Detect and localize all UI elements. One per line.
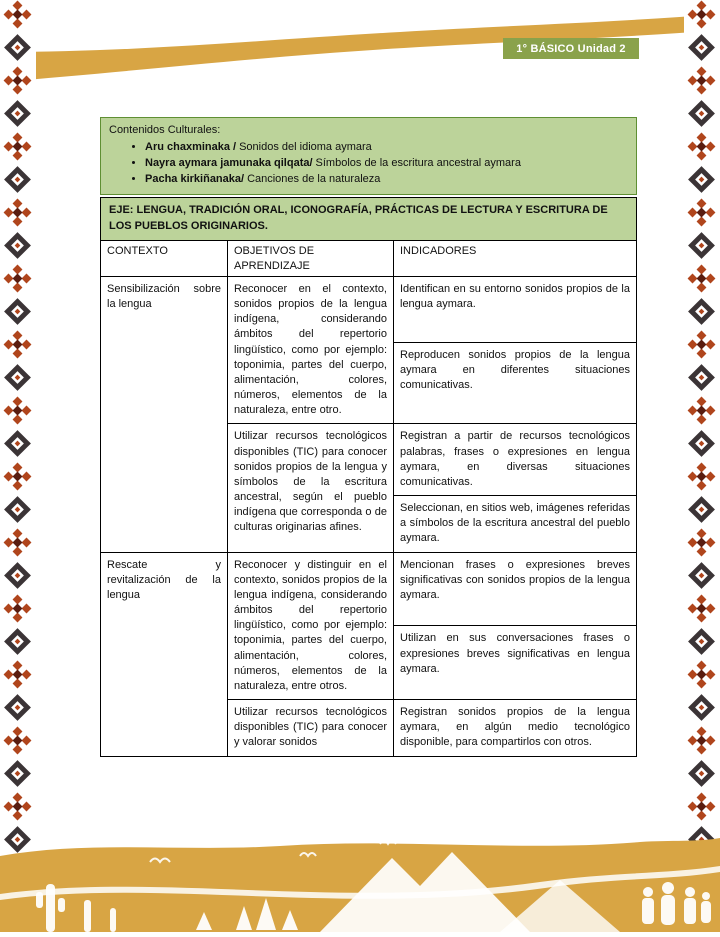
objetivo-row — [228, 700, 636, 756]
contenidos-item-desc: Sonidos del idioma aymara — [239, 140, 372, 153]
objetivos-column — [228, 277, 636, 552]
contenidos-item — [145, 156, 628, 171]
unit-badge-label: 1° BÁSICO Unidad 2 — [516, 42, 626, 55]
contenidos-item-desc: Símbolos de la escritura ancestral aymara — [315, 156, 521, 169]
indicador-cell: Reproducen sonidos propios de la lengua aymara en diferentes situaciones comunicativas. — [400, 349, 630, 392]
main-content — [100, 117, 637, 757]
contenidos-item-term: Pacha kirkiñanaka/ — [145, 172, 245, 185]
objetivo-row — [228, 553, 636, 701]
contenidos-item — [145, 140, 628, 155]
objetivo-cell: Reconocer en el contexto, sonidos propios de la lengua indígena, considerando ámbitos del repertorio lingüístico, como por ejemplo: toponimia, partes del cuerpo, alimentación, colores, números, elementos de la naturaleza, entre otro. — [228, 277, 394, 424]
objetivo-row — [228, 424, 636, 551]
objetivo-row — [228, 277, 636, 425]
objetivo-cell: Utilizar recursos tecnológicos disponibles (TIC) para conocer y valorar sonidos — [228, 700, 394, 756]
contenidos-list — [109, 140, 628, 187]
column-header-objetivos: OBJETIVOS DE APRENDIZAJE — [228, 241, 394, 276]
ornament-pattern-right — [684, 0, 720, 932]
ornament-pattern-left — [0, 0, 36, 932]
unit-badge — [503, 38, 639, 59]
contexto-cell: Sensibilización sobre la lengua — [101, 277, 228, 552]
contenidos-item-term: Nayra aymara jamunaka qilqata/ — [145, 156, 313, 169]
curriculum-table — [100, 240, 637, 756]
indicador-cell: Registran a partir de recursos tecnológicos palabras, frases o expresiones en lengua aymara, en diversas situaciones comunicativas. — [394, 424, 636, 496]
landscape-footer — [0, 822, 720, 932]
indicadores-column — [394, 700, 636, 756]
table-row — [101, 553, 636, 756]
indicadores-column — [394, 424, 636, 551]
indicador-cell: Utilizan en sus conversaciones frases o expresiones breves significativas en lengua aymara. — [400, 632, 630, 675]
contenidos-item-desc: Canciones de la naturaleza — [247, 172, 381, 185]
column-header-contexto: CONTEXTO — [101, 241, 228, 276]
indicadores-column — [394, 277, 636, 424]
indicador-cell: Identifican en su entorno sonidos propios de la lengua aymara. — [394, 277, 636, 343]
indicador-cell: Registran sonidos propios de la lengua aymara, en algún medio tecnológico disponible, para compartirlos con otros. — [400, 706, 630, 749]
column-header-indicadores: INDICADORES — [400, 245, 477, 258]
contexto-cell: Rescate y revitalización de la lengua — [101, 553, 228, 756]
objetivo-cell: Utilizar recursos tecnológicos disponibles (TIC) para conocer sonidos propios de la lengua y símbolos de la escritura ancestral, según el pueblo indígena que corresponda o de culturas originarias afines. — [228, 424, 394, 551]
indicador-cell: Mencionan frases o expresiones breves significativas con sonidos propios de la lengua aymara. — [394, 553, 636, 627]
indicador-cell: Seleccionan, en sitios web, imágenes referidas a símbolos de la escritura ancestral del pueblo aymara. — [400, 502, 630, 545]
table-row — [101, 277, 636, 553]
objetivo-cell: Reconocer y distinguir en el contexto, sonidos propios de la lengua indígena, considerando ámbitos del repertorio lingüístico, como por ejemplo: toponimia, partes del cuerpo, alimentación, colores, números, elementos de la naturaleza, entre otros. — [228, 553, 394, 700]
contenidos-item-term: Aru chaxminaka / — [145, 140, 237, 153]
table-header-row — [101, 241, 636, 277]
landscape-graphic — [0, 822, 720, 932]
contenidos-item — [145, 172, 628, 187]
indicadores-column — [394, 553, 636, 700]
contenidos-culturales-box — [100, 117, 637, 195]
ornament-border-right — [684, 0, 720, 932]
contenidos-title: Contenidos Culturales: — [109, 124, 221, 136]
eje-banner: EJE: LENGUA, TRADICIÓN ORAL, ICONOGRAFÍA, PRÁCTICAS DE LECTURA Y ESCRITURA DE LOS PUEBLOS ORIGINARIOS. — [100, 197, 637, 241]
objetivos-column — [228, 553, 636, 756]
ornament-border-left — [0, 0, 36, 932]
